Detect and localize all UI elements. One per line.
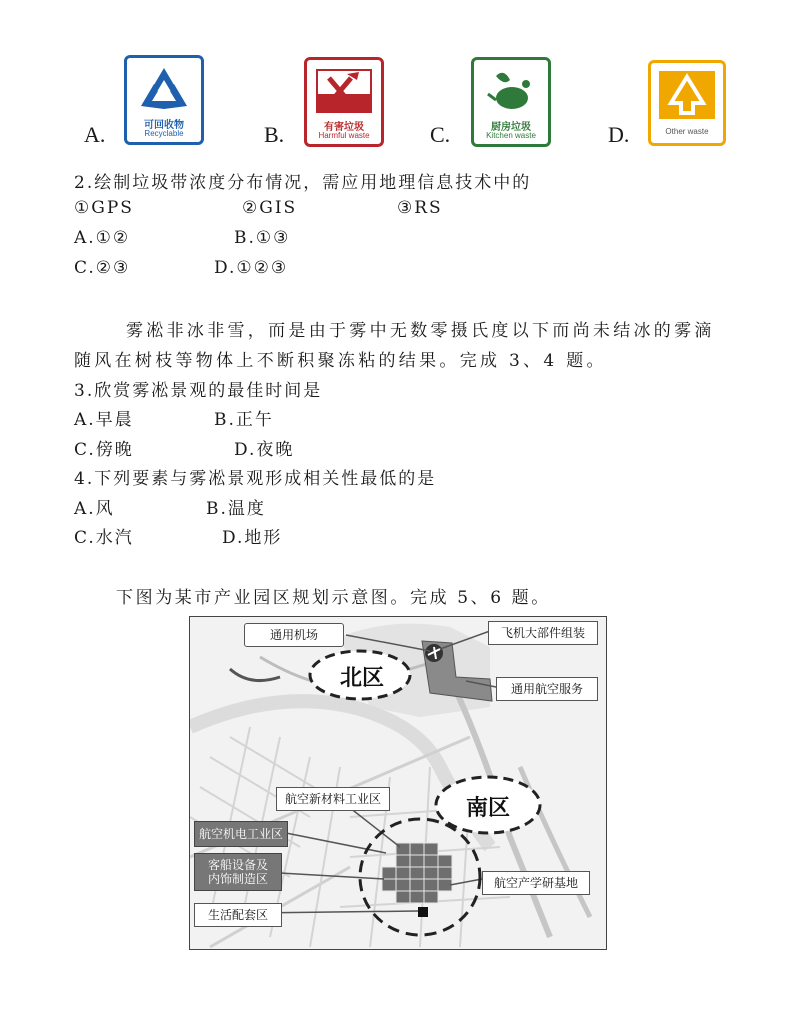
living-support-zone-label: 生活配套区 [194,903,282,927]
north-zone-label: 北区 [340,665,385,690]
q2-option-d: D.①②③ [214,258,289,278]
q3-option-c: C.傍晚 [74,440,134,460]
q3-stem: 3.欣赏雾凇景观的最佳时间是 [74,381,323,401]
q4-option-a: A.风 [74,499,115,519]
q2-stem: 2.绘制垃圾带浓度分布情况，需应用地理信息技术中的 [74,173,532,193]
harmful-en-label: Harmful waste [318,131,370,140]
q3-option-a: A.早晨 [74,410,134,430]
other-en-label: Other waste [665,127,709,136]
airport-label: 通用机场 [244,623,344,647]
harmful-waste-bin-icon [304,57,384,147]
research-base-label: 航空产学研基地 [482,871,590,895]
kitchen-cn-label: 厨房垃圾 [491,122,531,133]
cabin-equipment-zone-label: 客船设备及 内饰制造区 [194,853,282,891]
q4-stem: 4.下列要素与雾凇景观形成相关性最低的是 [74,469,437,489]
industrial-park-map [189,616,607,950]
q4-option-c: C.水汽 [74,528,134,548]
option-d-letter: D. [608,122,630,147]
recyclable-bin-icon [124,55,204,145]
passage-rime-line-2: 随风在树枝等物体上不断积聚冻粘的结果。完成 3、4 题。 [74,351,607,371]
q4-option-b: B.温度 [206,499,266,519]
aviation-service-label: 通用航空服务 [496,677,598,701]
recyclable-cn-label: 可回收物 [144,120,184,131]
new-materials-zone-label: 航空新材料工业区 [276,787,390,811]
q2-item-1: ①GPS [74,198,134,218]
q2-option-c: C.②③ [74,258,131,278]
recyclable-en-label: Recyclable [144,129,184,138]
q3-option-d: D.夜晚 [234,440,295,460]
option-a-letter: A. [84,122,106,147]
q3-option-b: B.正午 [214,410,274,430]
map-background [190,617,606,949]
q2-item-3: ③RS [397,198,443,218]
passage-rime-line-1: 雾凇非冰非雪，而是由于雾中无数零摄氏度以下而尚未结冰的雾滴 [126,321,715,341]
electromech-zone-label: 航空机电工业区 [194,821,288,847]
aircraft-assembly-label: 飞机大部件组装 [488,621,598,645]
q4-option-d: D.地形 [222,528,283,548]
south-zone-label: 南区 [466,795,511,820]
other-waste-bin-icon [648,60,726,146]
harmful-cn-label: 有害垃圾 [324,122,364,133]
q2-item-2: ②GIS [242,198,298,218]
passage-map-intro: 下图为某市产业园区规划示意图。完成 5、6 题。 [116,588,551,608]
q2-option-a: A.①② [74,228,131,248]
kitchen-en-label: Kitchen waste [486,131,536,140]
option-b-letter: B. [264,122,285,147]
option-c-letter: C. [430,122,451,147]
kitchen-waste-bin-icon [471,57,551,147]
q2-option-b: B.①③ [234,228,291,248]
